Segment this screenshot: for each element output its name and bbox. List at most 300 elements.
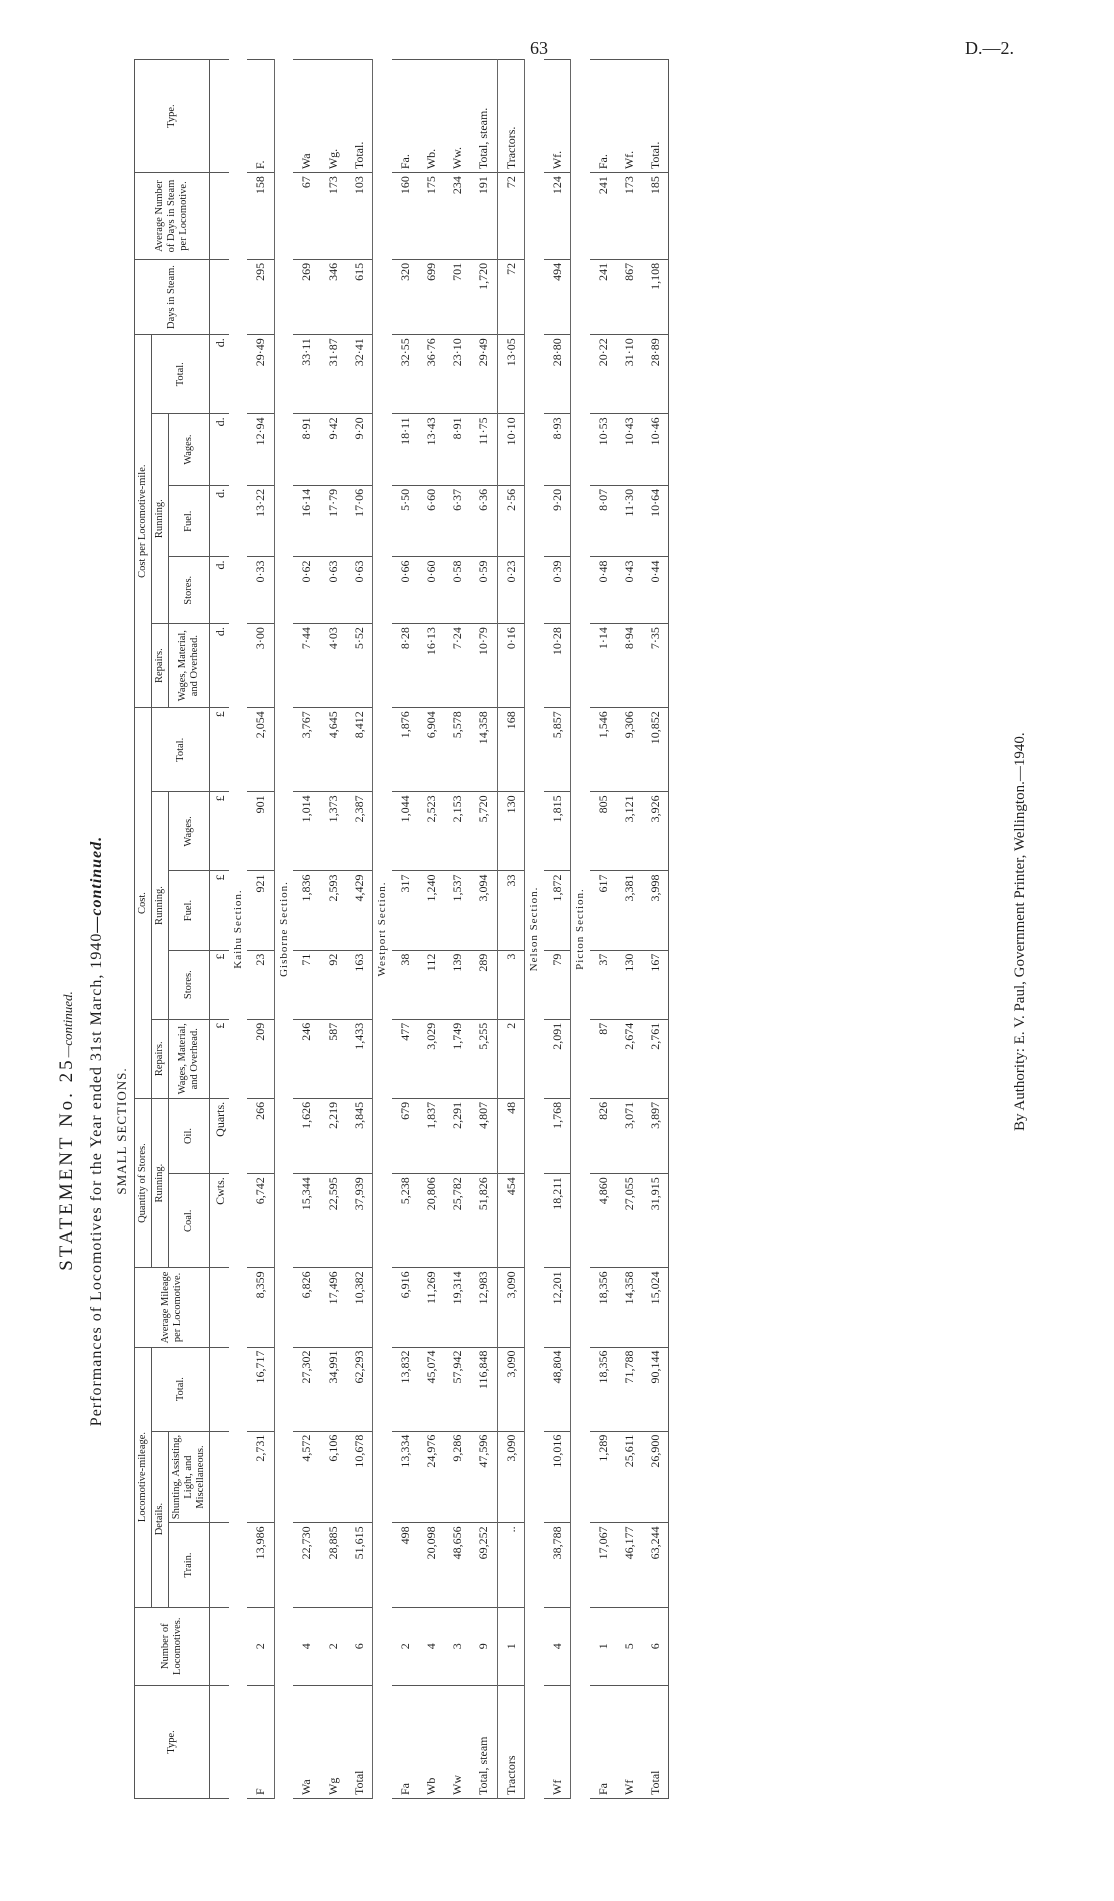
row-type: Total	[642, 1685, 669, 1798]
table-cell: 3	[497, 950, 524, 1019]
table-cell: 4	[293, 1607, 319, 1685]
table-cell: 130	[497, 792, 524, 871]
table-cell: 3,767	[293, 708, 319, 792]
table-cell: 1,546	[590, 708, 616, 792]
table-cell: 2·56	[497, 485, 524, 557]
table-cell: 3,029	[418, 1019, 444, 1098]
col-cost-fuel: Fuel.	[169, 871, 210, 950]
table-cell: 175	[418, 173, 444, 260]
col-stores-running: Running.	[152, 1098, 169, 1268]
table-cell: 24,976	[418, 1431, 444, 1523]
table-cell: 4	[418, 1607, 444, 1685]
table-cell: 33	[497, 871, 524, 950]
table-cell: 18,356	[590, 1347, 616, 1431]
table-cell: 5,857	[544, 708, 571, 792]
table-cell: 15,344	[293, 1174, 319, 1268]
table-cell: 13,986	[247, 1523, 274, 1607]
table-cell: 92	[320, 950, 346, 1019]
unit-cell: d.	[210, 624, 229, 708]
table-cell: 29·49	[470, 335, 497, 414]
table-cell: 17,067	[590, 1523, 616, 1607]
table-cell: 701	[444, 259, 470, 334]
table-cell: 45,074	[418, 1347, 444, 1431]
table-cell: 2,523	[418, 792, 444, 871]
table-cell: 2,291	[444, 1098, 470, 1173]
table-cell: 48,656	[444, 1523, 470, 1607]
col-days-steam: Days in Steam.	[135, 259, 210, 334]
table-cell: 10·53	[590, 414, 616, 486]
row-type-right: Wb.	[418, 60, 444, 173]
page-number: 63	[530, 38, 548, 58]
table-cell: 48,804	[544, 1347, 571, 1431]
page-reference: D.—2.	[965, 38, 1014, 58]
table-cell: 2,674	[616, 1019, 642, 1098]
table-cell: 1,837	[418, 1098, 444, 1173]
table-row	[320, 60, 346, 1799]
table-cell: 90,144	[642, 1347, 669, 1431]
table-cell: 1,433	[346, 1019, 373, 1098]
table-cell: 1,537	[444, 871, 470, 950]
table-cell: 0·60	[418, 557, 444, 624]
col-coal: Coal.	[169, 1174, 210, 1268]
table-cell: 13·22	[247, 485, 274, 557]
table-row	[392, 60, 418, 1799]
table-cell: 34,991	[320, 1347, 346, 1431]
table-cell: 921	[247, 871, 274, 950]
table-cell: 6,916	[392, 1268, 418, 1347]
table-cell: 0·33	[247, 557, 274, 624]
table-cell: 12·94	[247, 414, 274, 486]
table-cell: 3,090	[497, 1431, 524, 1523]
unit-cell	[210, 1523, 229, 1607]
table-row	[642, 60, 669, 1799]
table-cell: 1,768	[544, 1098, 571, 1173]
table-cell: 6·36	[470, 485, 497, 557]
table-cell: 31,915	[642, 1174, 669, 1268]
table-cell: 246	[293, 1019, 319, 1098]
table-cell: 16·14	[293, 485, 319, 557]
unit-cell: £	[210, 708, 229, 792]
table-body	[210, 60, 669, 1799]
table-cell: 0·62	[293, 557, 319, 624]
table-cell: 31·87	[320, 335, 346, 414]
table-cell: 5,255	[470, 1019, 497, 1098]
table-cell: 7·24	[444, 624, 470, 708]
col-cpm-fuel: Fuel.	[169, 485, 210, 557]
table-cell: 6,826	[293, 1268, 319, 1347]
table-cell: 241	[590, 173, 616, 260]
table-cell: 5,578	[444, 708, 470, 792]
table-cell: 2	[497, 1019, 524, 1098]
table-cell: 826	[590, 1098, 616, 1173]
table-cell: 3,090	[497, 1268, 524, 1347]
table-cell: 19,314	[444, 1268, 470, 1347]
table-cell: 454	[497, 1174, 524, 1268]
table-cell: 6,106	[320, 1431, 346, 1523]
table-cell: 3,090	[497, 1347, 524, 1431]
table-cell: 4	[544, 1607, 571, 1685]
section-heading-row	[372, 60, 391, 1799]
table-cell: 11·75	[470, 414, 497, 486]
table-cell: 7·35	[642, 624, 669, 708]
table-cell: 20,806	[418, 1174, 444, 1268]
table-cell: 0·43	[616, 557, 642, 624]
table-row	[544, 60, 571, 1799]
table-cell: 6·60	[418, 485, 444, 557]
unit-cell: d.	[210, 414, 229, 486]
table-cell: 3,121	[616, 792, 642, 871]
table-cell: 6	[346, 1607, 373, 1685]
col-type: Type.	[135, 1685, 210, 1798]
table-cell: 11·30	[616, 485, 642, 557]
table-cell: 2,091	[544, 1019, 571, 1098]
unit-cell	[210, 173, 229, 260]
table-cell: 477	[392, 1019, 418, 1098]
unit-cell: £	[210, 1019, 229, 1098]
row-type: Fa	[392, 1685, 418, 1798]
table-cell: 4,807	[470, 1098, 497, 1173]
table-cell: 4,645	[320, 708, 346, 792]
table-cell: 158	[247, 173, 274, 260]
table-cell: 0·44	[642, 557, 669, 624]
table-cell: 2,387	[346, 792, 373, 871]
table-cell: 17·06	[346, 485, 373, 557]
col-cost-wages-material: Wages, Material, and Overhead.	[169, 1019, 210, 1098]
table-cell: 1·14	[590, 624, 616, 708]
table-cell: 23·10	[444, 335, 470, 414]
table-cell: 185	[642, 173, 669, 260]
table-cell: 62,293	[346, 1347, 373, 1431]
table-cell: 9·20	[346, 414, 373, 486]
unit-cell	[210, 60, 229, 173]
col-cpm-stores: Stores.	[169, 557, 210, 624]
table-cell: 116,848	[470, 1347, 497, 1431]
table-cell: 14,358	[616, 1268, 642, 1347]
unit-cell	[210, 1431, 229, 1523]
table-cell: 9	[470, 1607, 497, 1685]
row-type: F	[247, 1685, 274, 1798]
table-cell: 10·46	[642, 414, 669, 486]
row-type-right: F.	[247, 60, 274, 173]
table-cell: 0·66	[392, 557, 418, 624]
row-type: Total, steam	[470, 1685, 497, 1798]
table-cell: 8·07	[590, 485, 616, 557]
table-cell: 71	[293, 950, 319, 1019]
table-cell: 18,356	[590, 1268, 616, 1347]
table-cell: 1,014	[293, 792, 319, 871]
table-cell: 27,055	[616, 1174, 642, 1268]
table-cell: 46,177	[616, 1523, 642, 1607]
statement-title	[56, 361, 78, 1901]
table-cell: 1,240	[418, 871, 444, 950]
unit-cell	[210, 259, 229, 334]
table-cell: 6·37	[444, 485, 470, 557]
table-row	[346, 60, 373, 1799]
table-cell: 18,211	[544, 1174, 571, 1268]
table-cell: 8·28	[392, 624, 418, 708]
table-cell: 4,572	[293, 1431, 319, 1523]
table-cell: 16,717	[247, 1347, 274, 1431]
table-cell: 5·52	[346, 624, 373, 708]
row-type-right: Wa	[293, 60, 319, 173]
table-cell: 167	[642, 950, 669, 1019]
table-cell: 10,678	[346, 1431, 373, 1523]
table-cell: 9·42	[320, 414, 346, 486]
col-cost: Cost.	[135, 708, 152, 1099]
table-cell: 20,098	[418, 1523, 444, 1607]
table-cell: 2	[320, 1607, 346, 1685]
row-type: Fa	[590, 1685, 616, 1798]
table-cell: 15,024	[642, 1268, 669, 1347]
table-cell: 615	[346, 259, 373, 334]
table-cell: 6	[642, 1607, 669, 1685]
col-cost-wages: Wages.	[169, 792, 210, 871]
table-row	[470, 60, 497, 1799]
table-cell: 320	[392, 259, 418, 334]
unit-cell: Cwts.	[210, 1174, 229, 1268]
table-cell: 22,595	[320, 1174, 346, 1268]
table-cell: 3,071	[616, 1098, 642, 1173]
table-cell: 10·43	[616, 414, 642, 486]
table-cell: 3,094	[470, 871, 497, 950]
section-heading-row	[274, 60, 293, 1799]
table-cell: 173	[616, 173, 642, 260]
table-cell: 51,826	[470, 1174, 497, 1268]
table-cell: 17,496	[320, 1268, 346, 1347]
table-cell: 1,373	[320, 792, 346, 871]
table-cell: 10·79	[470, 624, 497, 708]
table-cell: 587	[320, 1019, 346, 1098]
table-cell: 72	[497, 259, 524, 334]
table-cell: 72	[497, 173, 524, 260]
table-cell: 32·55	[392, 335, 418, 414]
unit-cell: £	[210, 792, 229, 871]
table-cell: 29·49	[247, 335, 274, 414]
table-cell: 139	[444, 950, 470, 1019]
table-cell: 901	[247, 792, 274, 871]
col-mileage-total: Total.	[152, 1347, 210, 1431]
table-cell: 8·91	[444, 414, 470, 486]
row-type: Wa	[293, 1685, 319, 1798]
table-cell: 5	[616, 1607, 642, 1685]
table-cell: 1	[590, 1607, 616, 1685]
table-cell: 209	[247, 1019, 274, 1098]
unit-cell	[210, 1685, 229, 1798]
table-cell: 10·64	[642, 485, 669, 557]
col-details: Details.	[152, 1431, 169, 1607]
row-type-right: Total.	[346, 60, 373, 173]
table-cell: 36·76	[418, 335, 444, 414]
table-cell: 13·43	[418, 414, 444, 486]
table-cell: 168	[497, 708, 524, 792]
table-cell: 27,302	[293, 1347, 319, 1431]
col-type-right: Type.	[135, 60, 210, 173]
row-type: Ww	[444, 1685, 470, 1798]
table-cell: 8·93	[544, 414, 571, 486]
section-heading-row	[524, 60, 543, 1799]
unit-cell: d.	[210, 485, 229, 557]
table-cell: 0·59	[470, 557, 497, 624]
table-cell: 47,596	[470, 1431, 497, 1523]
table-cell: 2,761	[642, 1019, 669, 1098]
row-type-right: Wg.	[320, 60, 346, 173]
col-cpm-repairs: Repairs.	[152, 624, 169, 708]
table-cell: 0·63	[346, 557, 373, 624]
table-cell: 163	[346, 950, 373, 1019]
table-cell: 0·58	[444, 557, 470, 624]
unit-cell: d.	[210, 557, 229, 624]
unit-cell: £	[210, 871, 229, 950]
table-cell: 8·91	[293, 414, 319, 486]
table-cell: 28·80	[544, 335, 571, 414]
table-cell: 8,359	[247, 1268, 274, 1347]
table-cell: 0·39	[544, 557, 571, 624]
col-num-locos: Number of Locomotives.	[135, 1607, 210, 1685]
table-cell: 867	[616, 259, 642, 334]
table-cell: 699	[418, 259, 444, 334]
table-cell: 6,904	[418, 708, 444, 792]
table-row	[616, 60, 642, 1799]
table-cell: 5,720	[470, 792, 497, 871]
table-cell: 3,926	[642, 792, 669, 871]
table-cell: 10,382	[346, 1268, 373, 1347]
unit-cell: £	[210, 950, 229, 1019]
table-cell: 130	[616, 950, 642, 1019]
table-cell: 26,900	[642, 1431, 669, 1523]
row-type-right: Total.	[642, 60, 669, 173]
table-cell: 679	[392, 1098, 418, 1173]
table-cell: 12,201	[544, 1268, 571, 1347]
table-cell: 3,998	[642, 871, 669, 950]
table-cell: 494	[544, 259, 571, 334]
units-row	[210, 60, 229, 1799]
table-cell: 37,939	[346, 1174, 373, 1268]
row-type-right: Tractors.	[497, 60, 524, 173]
table-cell: 25,611	[616, 1431, 642, 1523]
table-row	[293, 60, 319, 1799]
table-cell: 2,593	[320, 871, 346, 950]
table-cell: 23	[247, 950, 274, 1019]
col-oil: Oil.	[169, 1098, 210, 1173]
table-cell: 295	[247, 259, 274, 334]
col-cpm-wages-material: Wages, Material, and Overhead.	[169, 624, 210, 708]
table-cell: 31·10	[616, 335, 642, 414]
table-cell: 1,749	[444, 1019, 470, 1098]
table-cell: 10·10	[497, 414, 524, 486]
col-cost-total: Total.	[152, 708, 210, 792]
table-cell: 3,381	[616, 871, 642, 950]
table-cell: 4·03	[320, 624, 346, 708]
table-cell: 0·63	[320, 557, 346, 624]
table-cell: 805	[590, 792, 616, 871]
row-type: Wb	[418, 1685, 444, 1798]
table-cell: 9,286	[444, 1431, 470, 1523]
table-cell: 14,358	[470, 708, 497, 792]
section-heading: Westport Section.	[375, 881, 388, 977]
table-cell: 12,983	[470, 1268, 497, 1347]
locomotive-performance-table	[134, 59, 669, 1799]
table-cell: 33·11	[293, 335, 319, 414]
table-cell: 8,412	[346, 708, 373, 792]
table-cell: 13·05	[497, 335, 524, 414]
table-cell: 38,788	[544, 1523, 571, 1607]
table-cell: 22,730	[293, 1523, 319, 1607]
table-cell: 191	[470, 173, 497, 260]
col-cpm-total: Total.	[152, 335, 210, 414]
table-cell: 160	[392, 173, 418, 260]
table-cell: 498	[392, 1523, 418, 1607]
unit-cell: d.	[210, 335, 229, 414]
table-cell: 617	[590, 871, 616, 950]
table-cell: 13,832	[392, 1347, 418, 1431]
table-cell: 9,306	[616, 708, 642, 792]
row-type: Tractors	[497, 1685, 524, 1798]
unit-cell: Quarts.	[210, 1098, 229, 1173]
table-cell: 87	[590, 1019, 616, 1098]
table-cell: 124	[544, 173, 571, 260]
statement-title-main: STATEMENT No. 25	[56, 1057, 77, 1271]
table-cell: 112	[418, 950, 444, 1019]
col-train: Train.	[169, 1523, 210, 1607]
table-cell: 4,429	[346, 871, 373, 950]
table-cell: 1,108	[642, 259, 669, 334]
table-cell: 48	[497, 1098, 524, 1173]
table-cell: 1,044	[392, 792, 418, 871]
table-cell: 0·48	[590, 557, 616, 624]
table-cell: 16·13	[418, 624, 444, 708]
table-cell: 317	[392, 871, 418, 950]
table-cell: 2	[392, 1607, 418, 1685]
table-cell: 173	[320, 173, 346, 260]
unit-cell	[210, 1347, 229, 1431]
section-heading-row	[229, 60, 248, 1799]
table-cell: 103	[346, 173, 373, 260]
table-row	[590, 60, 616, 1799]
table-cell: 18·11	[392, 414, 418, 486]
table-cell: 17·79	[320, 485, 346, 557]
table-cell: 25,782	[444, 1174, 470, 1268]
row-type-right: Fa.	[590, 60, 616, 173]
unit-cell	[210, 1268, 229, 1347]
unit-cell	[210, 1607, 229, 1685]
table-cell: 57,942	[444, 1347, 470, 1431]
subtitle-text: Performances of Locomotives for the Year ended 31st March, 1940	[88, 932, 105, 1427]
col-avg-mileage: Average Mileage per Locomotive.	[135, 1268, 210, 1347]
table-cell: 38	[392, 950, 418, 1019]
col-cost-running: Running.	[152, 792, 169, 1019]
section-heading: Picton Section.	[573, 888, 586, 970]
table-row	[497, 60, 524, 1799]
col-loco-mileage: Locomotive-mileage.	[135, 1347, 152, 1607]
table-cell: 1,626	[293, 1098, 319, 1173]
table-cell: 5,238	[392, 1174, 418, 1268]
row-type-right: Fa.	[392, 60, 418, 173]
table-cell: 10,016	[544, 1431, 571, 1523]
row-type-right: Total, steam.	[470, 60, 497, 173]
table-cell: 346	[320, 259, 346, 334]
row-type: Wg	[320, 1685, 346, 1798]
row-type: Total	[346, 1685, 373, 1798]
table-cell: 1,289	[590, 1431, 616, 1523]
table-cell: 3,897	[642, 1098, 669, 1173]
table-cell: 5·50	[392, 485, 418, 557]
col-qty-stores: Quantity of Stores.	[135, 1098, 152, 1268]
table-cell: 266	[247, 1098, 274, 1173]
table-cell: 4,860	[590, 1174, 616, 1268]
table-cell: 37	[590, 950, 616, 1019]
col-cost-repairs: Repairs.	[152, 1019, 169, 1098]
table-cell: 3·00	[247, 624, 274, 708]
